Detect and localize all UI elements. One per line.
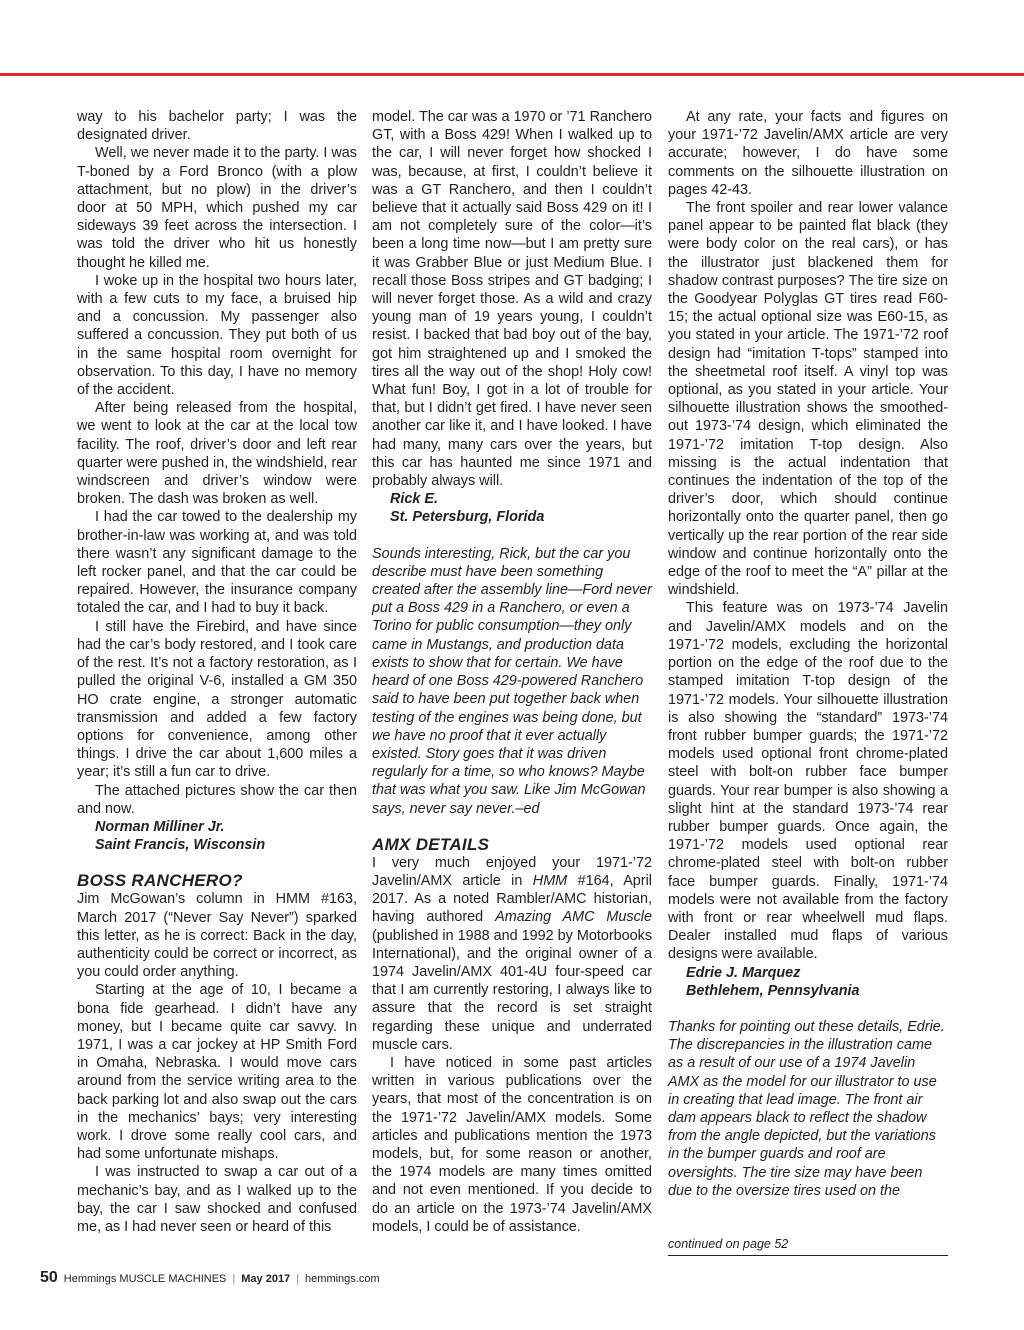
paragraph: I have noticed in some past articles written in various publications over the years, that most of the concentration is on the 1971-’72 Javelin/AMX models. Some articles and publications mention the 1973 models, but, for some reason or another, the 1974 models are many times omitted and not even mentioned. If you decide to do an article on the 1973-’74 Javelin/AMX models, I could be of assistance. bbox=[372, 1054, 652, 1235]
page-number: 50 bbox=[40, 1269, 58, 1286]
page-footer bbox=[40, 1269, 380, 1287]
paragraph: Well, we never made it to the party. I was T-boned by a Ford Bronco (with a plow attachment, but no plow) in the driver’s door at 50 MPH, which pushed my car sideways 39 feet across the intersection. I was told the driver who hit us honestly thought he killed me. bbox=[77, 145, 357, 271]
paragraph: way to his bachelor party; I was the designated driver. bbox=[77, 109, 357, 144]
signature-place: St. Petersburg, Florida bbox=[390, 509, 545, 526]
editor-reply: Thanks for pointing out these details, Edrie. The discrepancies in the illustration came as a result of our use of a 1974 Javelin AMX as the model for our illustrator to use in creating that lead image. The front air dam appears black to reflect the shadow from the angle depicted, but the variations in the bumper guards and roof are oversights. The tire size may have been due to the oversize tires used on the bbox=[668, 1018, 945, 1199]
website: hemmings.com bbox=[305, 1273, 380, 1285]
continued-note: continued on page 52 bbox=[668, 1237, 948, 1256]
paragraph: The attached pictures show the car then and now. bbox=[77, 782, 357, 817]
paragraph: I very much enjoyed your 1971-’72 Javelin/AMX article in HMM #164, April 2017. As a noted Rambler/AMC historian, having authored Amazing AMC Muscle (published in 1988 and 1992 by Motorbooks International), and the original owner of a 1974 Javelin/AMX 401-4U four-speed car that I am currently restoring, I always like to assure that the record is set straight regarding these unique and underrated muscle cars. bbox=[372, 854, 653, 1053]
issue-date: May 2017 bbox=[241, 1273, 291, 1285]
signature-name: Rick E. bbox=[390, 491, 438, 508]
header-rule bbox=[0, 73, 1024, 76]
paragraph: This feature was on 1973-’74 Javelin and Javelin/AMX models and on the 1971-’72 models, excluding the horizontal portion on the edge of the roof due to the stamped imitation T-top design of the 1971-’72 models. Your silhouette illustration is also showing the “standard” 1973-’74 front rubber bumper guards; the 1971-’72 models used optional front chrome-plated steel with bolt-on rubber face bumper guards. Your rear bumper is also showing a slight hint at the standard 1973-’74 rear rubber bumper guards. Once again, the 1971-’72 models used optional rear chrome-plated steel with bolt-on rubber face bumper guards. Finally, 1971-’74 models were not available from the factory with front or rear wheelwell mud flaps. Dealer installed mud flaps of various designs were available. bbox=[668, 600, 948, 963]
signature-place: Saint Francis, Wisconsin bbox=[95, 837, 266, 854]
footer-separator: | bbox=[296, 1273, 300, 1285]
section-heading: BOSS RANCHERO? bbox=[77, 871, 243, 891]
paragraph: model. The car was a 1970 or ’71 Ranchero GT, with a Boss 429! When I walked up to the car, I will never forget how shocked I was, because, at first, I couldn’t believe it was a GT Ranchero, and then I couldn’t believe that it actually said Boss 429 on it! I am not completely sure of the color—it’s been a long time now—but I am pretty sure it was Grabber Blue or just Medium Blue. I recall those Boss stripes and GT badging; I will never forget those. As a wild and crazy young man of 19 years young, I couldn’t resist. I backed that bad boy out of the bay, got him straightened up and I smoked the tires all the way out of the shop! Holy cow! What fun! Boy, I got in a lot of trouble for that, but I didn’t get fired. I have never seen another car like it, and I have looked. I have had many, many cars over the years, but this car has haunted me since 1971 and probably always will. bbox=[372, 109, 652, 490]
section-heading: AMX DETAILS bbox=[372, 834, 490, 854]
column-1 bbox=[77, 108, 357, 1236]
paragraph: After being released from the hospital, we went to look at the car at the local tow facility. The roof, driver’s door and left rear quarter were pushed in, the windshield, rear windscreen and driver’s window were broken. The dash was broken as well. bbox=[77, 400, 357, 508]
signature-name: Norman Milliner Jr. bbox=[95, 818, 225, 835]
paragraph: I woke up in the hospital two hours later, with a few cuts to my face, a bruised hip and a concussion. My passenger also suffered a concussion. They put both of us in the same hospital room overnight for observation. To this day, I have no memory of the accident. bbox=[77, 272, 357, 399]
paragraph: I was instructed to swap a car out of a mechanic’s bay, and as I walked up to the bay, the car I saw shocked and confused me, as I had never seen or heard of this bbox=[77, 1164, 357, 1235]
signature-name: Edrie J. Marquez bbox=[686, 964, 801, 981]
paragraph: Starting at the age of 10, I became a bona fide gearhead. I didn’t have any money, but I became quite car savvy. In 1971, I was a car jockey at HP Smith Ford in Omaha, Nebraska. I would move cars around from the service writing area to the back parking lot and also swap out the cars in the mechanics’ bays; very interesting work. I drove some really cool cars, and had some unfortunate mishaps. bbox=[77, 982, 357, 1163]
paragraph: I still have the Firebird, and have since had the car’s body restored, and I took care of the rest. It’s not a factory restoration, as I pulled the original V-6, installed a GM 350 HO crate engine, a stronger automatic transmission and added a few factory options for convenience, among other things. I drive the car about 1,600 miles a year; it’s still a fun car to drive. bbox=[77, 618, 357, 781]
editor-reply: Sounds interesting, Rick, but the car you describe must have been something created after the assembly line—Ford never put a Boss 429 in a Ranchero, or even a Torino for public consumption—they only came in Mustangs, and production data exists to show that for certain. We have heard of one Boss 429-powered Ranchero said to have been put together back when testing of the engines was being done, but we have no proof that it ever actually existed. Story goes that it was driven regularly for a time, so who knows? Maybe that was what you saw. Like Jim McGowan says, never say never.–ed bbox=[372, 545, 652, 817]
column-3 bbox=[668, 108, 948, 1200]
signature-place: Bethlehem, Pennsylvania bbox=[686, 982, 860, 999]
paragraph: The front spoiler and rear lower valance panel appear to be painted flat black (they were body color on the real cars), or has the illustrator just blackened them for shadow contrast purposes? The tire size on the Goodyear Polyglas GT tires read F60-15; the actual optional size was E60-15, as you stated in your article. The 1971-’72 roof design had “imitation T-tops” stamped into the sheetmetal roof itself. A vinyl top was optional, as you stated in your article. Your silhouette illustration shows the smoothed-out 1973-’74 design, which eliminated the 1971-’72 imitation T-top design. Also missing is the actual indentation that continues the indentation of the top of the driver’s door, which should continue horizontally onto the quarter panel, then go vertically up the rear portion of the rear side window and continue horizontally onto the edge of the roof to meet the “A” pillar at the windshield. bbox=[668, 200, 948, 599]
footer-separator: | bbox=[232, 1273, 236, 1285]
paragraph: At any rate, your facts and figures on your 1971-’72 Javelin/AMX article are very accurate; however, I do have some comments on the silhouette illustration on pages 42-43. bbox=[668, 109, 948, 198]
column-2 bbox=[372, 108, 652, 1236]
magazine-name: Hemmings MUSCLE MACHINES bbox=[63, 1273, 227, 1285]
paragraph: Jim McGowan’s column in HMM #163, March 2017 (“Never Say Never”) sparked this letter, as he is correct: Back in the day, authenticity could be correct or incorrect, as you could order anything. bbox=[77, 891, 357, 981]
paragraph: I had the car towed to the dealership my brother-in-law was working at, and was told there wasn’t any significant damage to the left rocker panel, and that the car could be repaired. However, the insurance company totaled the car, and I had to buy it back. bbox=[77, 509, 357, 617]
